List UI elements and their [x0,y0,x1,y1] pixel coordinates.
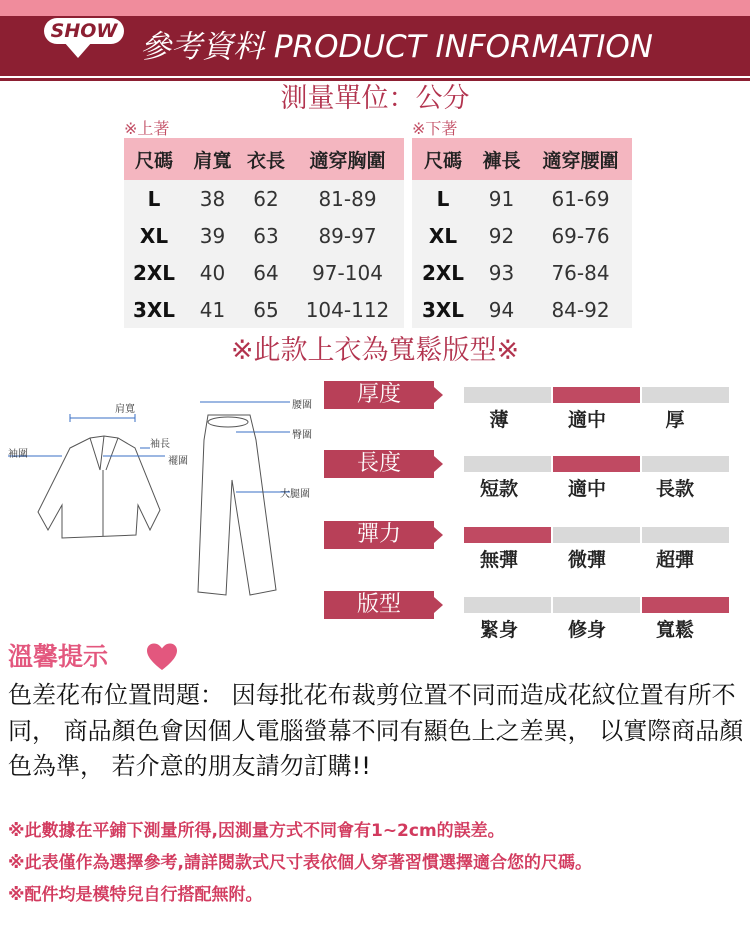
diagram-label-sleeve-circ: 袖圍 [8,449,28,460]
header-cell: 衣長 [246,149,285,172]
attribute-scale [464,597,729,613]
scale-segment [553,527,640,543]
header-top-stripe [0,0,750,16]
attribute-scale [464,456,729,472]
diagram-label-waist: 腰圍 [292,400,312,411]
show-badge: SHOW [44,18,124,44]
table-cell: 64 [253,260,279,285]
attribute-name: 版型 [324,591,434,619]
table-cell: 41 [199,297,226,322]
size-cell: XL [139,223,169,248]
attribute-option: 適中 [567,409,606,431]
table-row [124,254,404,291]
attribute-scale [464,527,729,543]
attribute-option: 寬鬆 [655,619,694,641]
table-row [412,180,632,217]
tips-body: 色差花布位置問題： 因每批花布裁剪位置不同而造成花紋位置有所不同， 商品顏色會因個人電腦螢幕不同有顯色上之差異， 以實際商品顏色為準， 若介意的朋友請勿訂購!! [8,681,744,780]
unit-title: 測量單位：公分 [280,83,470,114]
scale-segment-selected [553,456,640,472]
table-row [124,180,404,217]
table-cell: 40 [199,260,226,285]
attribute-option: 緊身 [479,619,518,641]
size-cell: L [147,186,161,211]
attribute-elasticity [324,521,729,572]
bottom-size-table [412,138,632,328]
tips-title: 溫馨提示 [8,642,109,671]
top-size-table [124,138,404,328]
table-cell: 97-104 [312,260,383,285]
top-table-label: ※上著 [124,119,170,138]
diagram-label-thigh: 大腿圍 [280,489,310,500]
table-row [412,217,632,254]
note-measurement: ※此數據在平鋪下測量所得,因測量方式不同會有1~2cm的誤差。 [8,821,505,841]
size-cell: 3XL [421,297,465,322]
garment-measure-diagram [0,380,330,620]
table-cell: 38 [199,186,226,211]
scale-segment-selected [464,527,551,543]
attribute-option: 無彈 [479,549,518,571]
table-cell: 62 [253,186,279,211]
diagram-label-hip: 臀圍 [292,430,312,441]
heart-icon [146,642,178,672]
table-cell: 61-69 [551,186,610,211]
table-cell: 84-92 [551,297,610,322]
attribute-name: 厚度 [324,381,434,409]
note-accessories: ※配件均是模特兒自行搭配無附。 [8,885,263,905]
header-cell: 適穿腰圍 [542,149,619,172]
table-cell: 39 [199,223,226,248]
attribute-pointer [434,597,443,613]
header-cell: 適穿胸圍 [309,149,386,172]
attribute-option: 厚 [665,409,685,431]
size-cell: 2XL [421,260,465,285]
table-cell: 89-97 [318,223,377,248]
top-table-header [124,138,404,180]
attribute-option: 薄 [489,409,509,431]
header-cell: 肩寬 [193,149,232,172]
scale-segment-selected [553,387,640,403]
scale-segment [464,597,551,613]
note-reference: ※此表僅作為選擇參考,請詳閱款式尺寸表依個人穿著習慣選擇適合您的尺碼。 [8,853,592,873]
attribute-option: 短款 [479,478,518,500]
scale-segment [642,527,729,543]
table-cell: 65 [253,297,279,322]
show-badge-pointer [64,42,92,58]
header-divider [0,78,750,81]
table-cell: 69-76 [551,223,610,248]
attribute-scale [464,387,729,403]
size-cell: 3XL [132,297,176,322]
attribute-option: 超彈 [655,549,694,571]
table-row [412,254,632,291]
fit-warning: ※此款上衣為寬鬆版型※ [230,335,520,366]
header-cell: 尺碼 [134,149,173,172]
diagram-label-sleeve-length: 袖長 [150,439,170,450]
table-cell: 76-84 [551,260,610,285]
table-cell: 63 [253,223,279,248]
attribute-fit [324,591,729,642]
size-cell: 2XL [132,260,176,285]
bottom-table-header [412,138,632,180]
table-cell: 104-112 [305,297,390,322]
table-cell: 93 [488,260,515,285]
attribute-name: 彈力 [324,521,434,549]
table-row [124,291,404,328]
attribute-thickness [324,381,729,432]
scale-segment [642,387,729,403]
table-cell: 94 [488,297,515,322]
size-cell: L [436,186,450,211]
table-cell: 81-89 [318,186,377,211]
diagram-label-shoulder: 肩寬 [115,404,135,415]
attribute-length [324,450,729,501]
attribute-option: 適中 [567,478,606,500]
attribute-option: 修身 [567,619,606,641]
header-cell: 褲長 [482,149,521,172]
table-cell: 91 [488,186,515,211]
scale-segment [464,387,551,403]
page-title: 參考資料 PRODUCT INFORMATION [140,29,653,65]
diagram-label-hem: 襬圍 [168,456,188,467]
scale-segment [464,456,551,472]
attribute-pointer [434,527,443,543]
table-row [124,217,404,254]
attribute-option: 微彈 [567,549,606,571]
bottom-table-label: ※下著 [412,119,458,138]
scale-segment-selected [642,597,729,613]
scale-segment [642,456,729,472]
attribute-option: 長款 [655,478,694,500]
table-row [412,291,632,328]
header-cell: 尺碼 [423,149,462,172]
attribute-pointer [434,456,443,472]
attribute-pointer [434,387,443,403]
table-cell: 92 [488,223,515,248]
size-cell: XL [428,223,458,248]
scale-segment [553,597,640,613]
attribute-name: 長度 [324,450,434,478]
